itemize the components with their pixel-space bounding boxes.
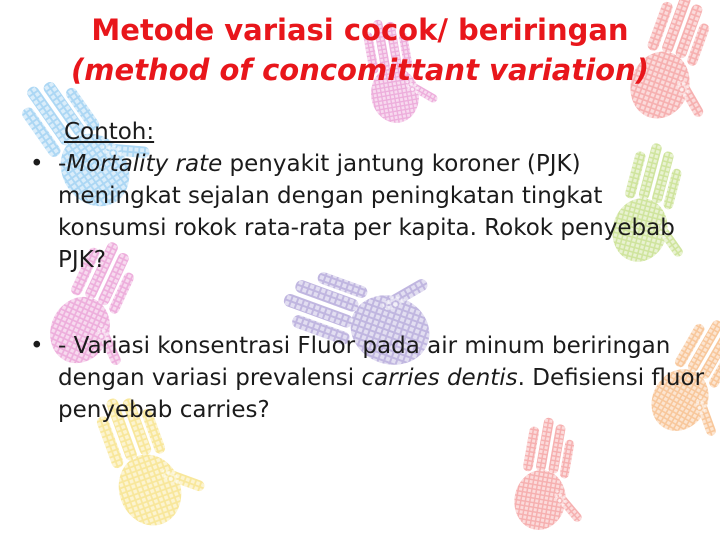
- slide-body: [30, 116, 710, 426]
- bullet-1-text: penyakit jantung koroner (PJK) meningkat sejalan dengan peningkatan tingkat konsumsi rokok rata-rata per kapita. Rokok penyebab PJK?: [58, 151, 675, 273]
- hand-print-red-bottomright: [510, 414, 600, 537]
- slide-title: [0, 10, 720, 90]
- bullet-1-italic: Mortality rate: [66, 151, 223, 177]
- bullet-1-prefix: -: [58, 151, 67, 177]
- example-label: Contoh:: [64, 119, 155, 145]
- title-line-2: (method of concomittant variation): [71, 53, 649, 87]
- bullet-mortality-rate: [30, 148, 710, 276]
- bullet-fluor-variation: [30, 330, 710, 426]
- bullet-2-text-after: . Defisiensi fluor penyebab carries?: [58, 365, 705, 423]
- bullet-2-italic: carries dentis: [361, 365, 518, 391]
- bullet-2-text-before: - Variasi konsentrasi Fluor pada air minum beriringan dengan variasi prevalensi: [58, 333, 671, 391]
- title-line-1: Metode variasi cocok/ beriringan: [91, 13, 629, 47]
